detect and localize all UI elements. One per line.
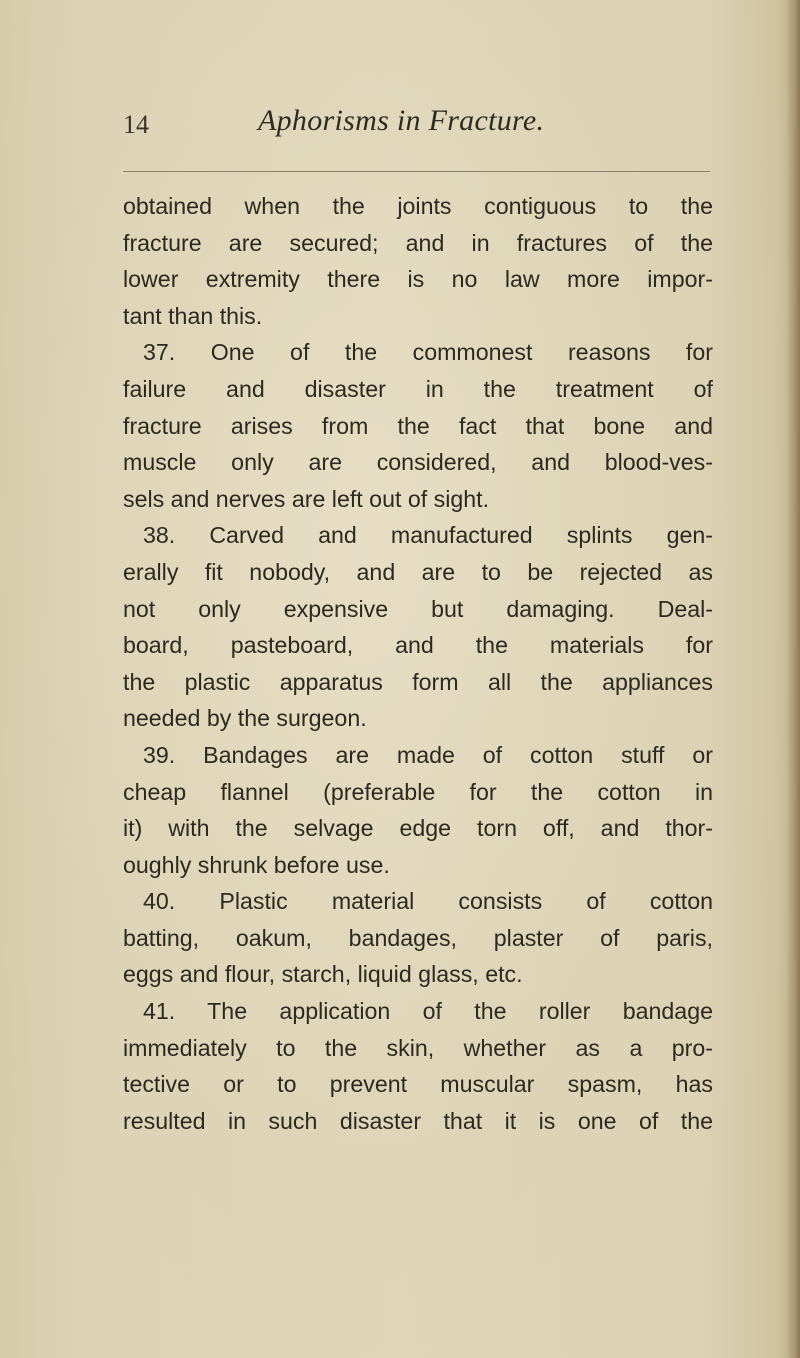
header-rule xyxy=(123,171,710,172)
text-line: lower extremity there is no law more impor- xyxy=(123,266,713,293)
text-line: eggs and flour, starch, liquid glass, etc. xyxy=(123,961,523,988)
text-line: not only expensive but damaging. Deal- xyxy=(123,595,713,622)
text-line: obtained when the joints contiguous to the xyxy=(123,193,713,219)
body-text xyxy=(123,188,713,1139)
text-line: tant than this. xyxy=(123,302,263,329)
text-line: the plastic apparatus form all the appliances xyxy=(123,668,713,695)
text-line: 38. Carved and manufactured splints gen- xyxy=(143,522,713,549)
text-line: muscle only are considered, and blood-ves- xyxy=(123,449,713,476)
page-edge-shadow xyxy=(786,0,800,1358)
text-line: fracture arises from the fact that bone and xyxy=(123,412,713,439)
text-line: it) with the selvage edge torn off, and thor- xyxy=(123,815,713,842)
text-line: 37. One of the commonest reasons for xyxy=(143,339,713,366)
text-line: 40. Plastic material consists of cotton xyxy=(143,888,713,915)
text-line: resulted in such disaster that it is one of the xyxy=(123,1107,713,1134)
running-head: Aphorisms in Fracture. xyxy=(258,104,545,137)
text-line: tective or to prevent muscular spasm, has xyxy=(123,1071,713,1098)
text-line: erally fit nobody, and are to be rejected as xyxy=(123,558,713,585)
text-line: cheap flannel (preferable for the cotton in xyxy=(123,778,713,805)
text-line: needed by the surgeon. xyxy=(123,705,367,732)
page-number: 14 xyxy=(123,110,149,139)
text-line: oughly shrunk before use. xyxy=(123,851,390,878)
text-line: 41. The application of the roller bandage xyxy=(143,998,713,1025)
text-line: batting, oakum, bandages, plaster of paris, xyxy=(123,924,713,951)
page-header xyxy=(123,104,713,144)
text-line: immediately to the skin, whether as a pro- xyxy=(123,1034,713,1061)
text-line: board, pasteboard, and the materials for xyxy=(123,632,713,659)
text-line: fracture are secured; and in fractures of the xyxy=(123,229,713,256)
text-line: failure and disaster in the treatment of xyxy=(123,375,713,402)
text-line: 39. Bandages are made of cotton stuff or xyxy=(143,741,713,768)
text-line: sels and nerves are left out of sight. xyxy=(123,485,490,512)
